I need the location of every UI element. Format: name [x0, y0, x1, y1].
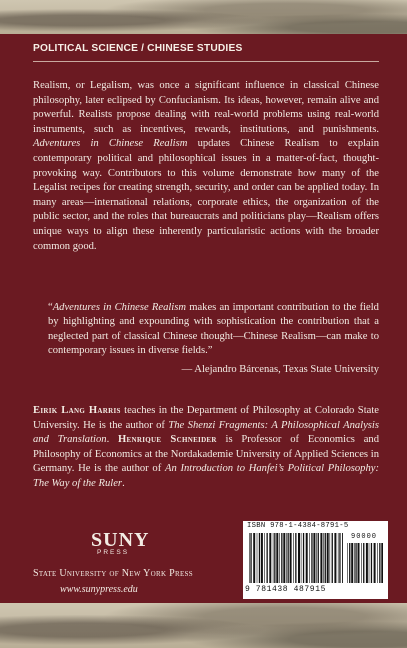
isbn-barcode: [243, 521, 388, 599]
bottom-painting-strip: [0, 603, 407, 648]
ean-digits: 9 781438 487915: [245, 585, 327, 594]
isbn-text: ISBN 978-1-4384-8791-5: [247, 522, 349, 530]
publisher-name: State University of New York Press: [33, 568, 193, 579]
description-part-1: Realism, or Legalism, was once a significant influence in classical Chinese philosophy, later eclipsed by Confucianism. Its ideas, however, remain alive and powerful. Realists propose dealing with real-world problems using real-world instruments, such as incentives, rewards, institutions, and punishments.: [33, 80, 379, 135]
logo-sub-text: PRESS: [97, 549, 130, 556]
bio-end: .: [122, 477, 125, 489]
author-book-2: An Introduction to Hanfei’s Political Philosophy: The Way of the Ruler: [33, 463, 379, 489]
publisher-url: www.sunypress.edu: [60, 584, 138, 595]
book-description: [33, 79, 379, 254]
endorsement-quote: [48, 301, 379, 359]
author-bios: [33, 404, 379, 492]
author-name-1: Eirik Lang Harris: [33, 405, 121, 416]
top-painting-strip: [0, 0, 407, 34]
quote-book-title: Adventures in Chinese Realism: [52, 302, 187, 313]
logo-main-text: SUNY: [91, 529, 150, 551]
author-book-1: The Shenzi Fragments: A Philosophical Analysis and Translation: [33, 419, 379, 446]
book-title: Adventures in Chinese Realism: [33, 138, 188, 150]
addon-bars: [347, 543, 383, 583]
heading-rule: [33, 61, 379, 62]
quote-attribution: — Alejandro Bárcenas, Texas State University: [181, 364, 379, 375]
description-part-2: updates Chinese Realism to explain contemporary political and philosophical issues in a matter-of-fact, thought-provoking way. Contributors to this volume demonstrate how many of the Legalist recipes for creating strength, security, and order can be applied today. In many areas—international relations, corporate ethics, the organization of the public sector, and the roles that bureaucrats and politicians play—Realism offers unique ways to align these inherently particularistic actions with the broader common good.: [33, 138, 380, 252]
quote-open: “: [48, 302, 53, 313]
suny-press-logo: [33, 531, 163, 556]
category-heading: POLITICAL SCIENCE / CHINESE STUDIES: [33, 43, 243, 54]
bio-separator: .: [106, 434, 119, 446]
barcode-bars: [249, 533, 343, 583]
back-cover-panel: [0, 34, 407, 603]
quote-text: makes an important contribution to the field by highlighting and expounding with sophistication the contribution that a neglected part of classical Chinese thought—Chinese Realism—can make to contemporary issues in diverse fields.”: [48, 302, 379, 357]
author-name-2: Henrique Schneider: [118, 434, 217, 446]
author-bio-1: teaches in the Department of Philosophy at Colorado State University. He is the author of: [33, 405, 379, 431]
author-bio-2: is Professor of Economics and Philosophy of Economics at the Nordakademie University of Applied Sciences in Germany. He is the author of: [33, 434, 379, 475]
barcode-addon-number: 90000: [351, 533, 378, 541]
